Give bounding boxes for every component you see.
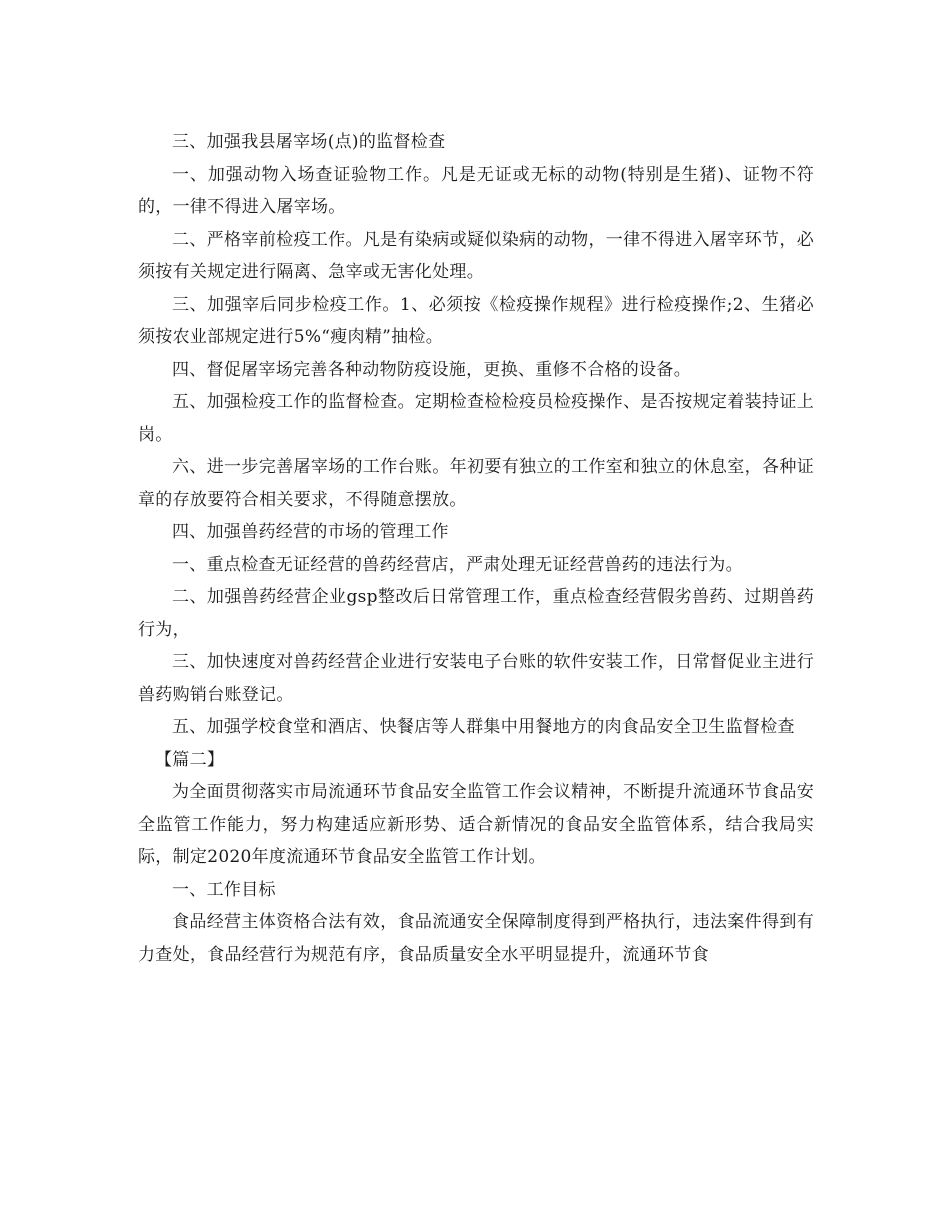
paragraph: 二、加强兽药经营企业gsp整改后日常管理工作，重点检查经营假劣兽药、过期兽药行为， xyxy=(138,587,814,640)
paragraph: 四、督促屠宰场完善各种动物防疫设施，更换、重修不合格的设备。 xyxy=(172,359,691,380)
paragraph: 三、加快速度对兽药经营企业进行安装电子台账的软件安装工作，日常督促业主进行兽药购销台账登记。 xyxy=(138,652,814,705)
paragraph: 为全面贯彻落实市局流通环节食品安全监管工作会议精神，不断提升流通环节食品安全监管工作能力，努力构建适应新形势、适合新情况的食品安全监管体系，结合我局实际，制定2020年度流通环节食品安全监管工作计划。 xyxy=(138,782,814,867)
paragraph: 六、进一步完善屠宰场的工作台账。年初要有独立的工作室和独立的休息室，各种证章的存放要符合相关要求，不得随意摆放。 xyxy=(138,457,814,510)
section-heading-slaughterhouse: 三、加强我县屠宰场(点)的监督检查 xyxy=(172,132,446,152)
part-two-heading: 【篇二】 xyxy=(155,749,225,770)
section-heading-canteens: 五、加强学校食堂和酒店、快餐店等人群集中用餐地方的肉食品安全卫生监督检查 xyxy=(172,717,795,737)
paragraph: 食品经营主体资格合法有效，食品流通安全保障制度得到严格执行，违法案件得到有力查处，食品经营行为规范有序，食品质量安全水平明显提升，流通环节食 xyxy=(138,912,814,965)
paragraph: 三、加强宰后同步检疫工作。1、必须按《检疫操作规程》进行检疫操作;2、生猪必须按农业部规定进行5%“瘦肉精”抽检。 xyxy=(138,294,814,347)
section-heading-veterinary-drugs: 四、加强兽药经营的市场的管理工作 xyxy=(172,522,449,542)
paragraph: 五、加强检疫工作的监督检查。定期检查检检疫员检疫操作、是否按规定着装持证上岗。 xyxy=(138,392,814,445)
document-body xyxy=(138,126,814,971)
paragraph: 二、严格宰前检疫工作。凡是有染病或疑似染病的动物，一律不得进入屠宰环节，必须按有关规定进行隔离、急宰或无害化处理。 xyxy=(138,229,814,282)
section-heading-work-goals: 一、工作目标 xyxy=(172,879,276,900)
paragraph: 一、加强动物入场查证验物工作。凡是无证或无标的动物(特别是生猪)、证物不符的，一律不得进入屠宰场。 xyxy=(138,164,814,217)
paragraph: 一、重点检查无证经营的兽药经营店，严肃处理无证经营兽药的违法行为。 xyxy=(172,554,743,575)
